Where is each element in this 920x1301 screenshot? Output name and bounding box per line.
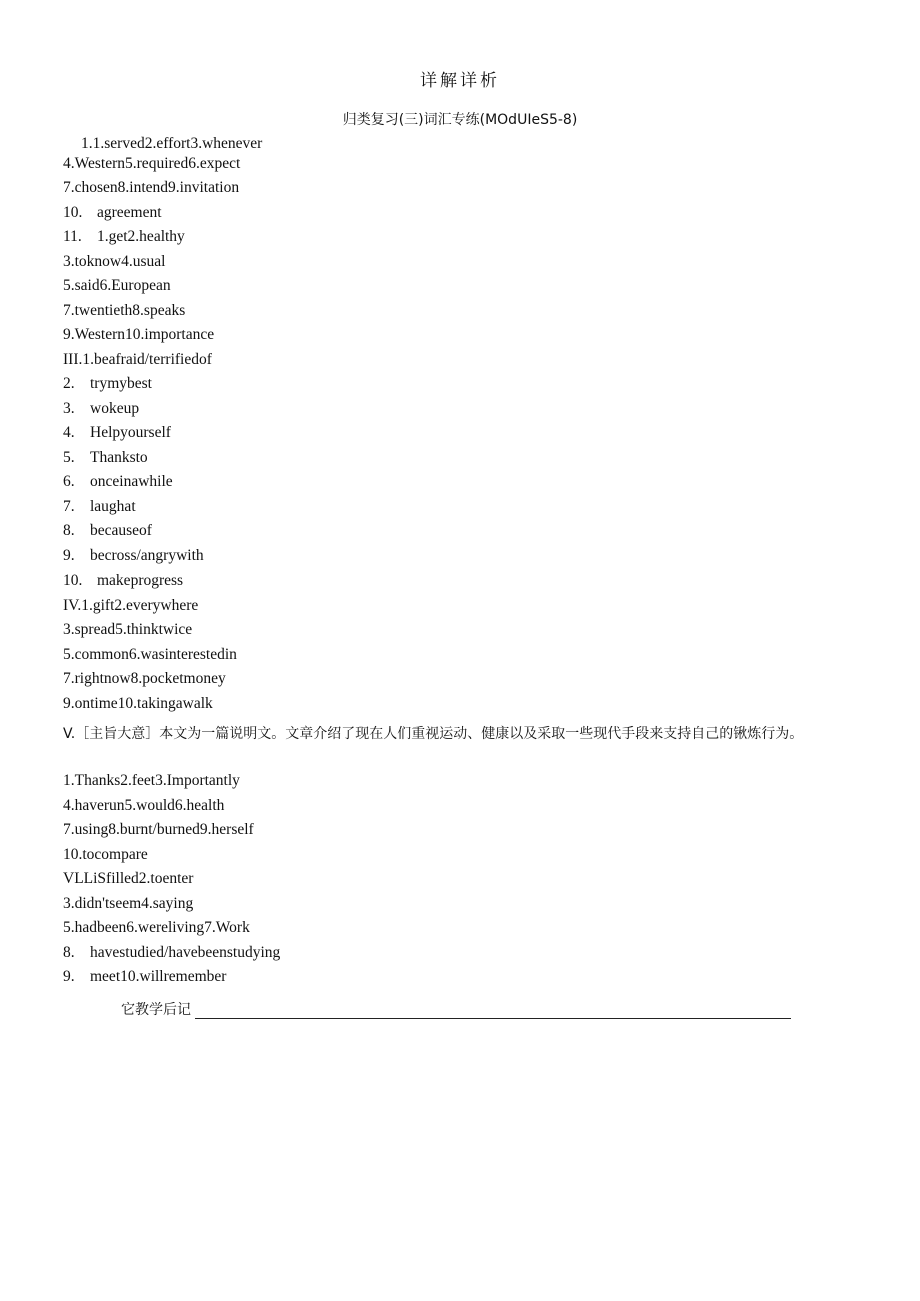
answer-line: 7.chosen8.intend9.invitation xyxy=(63,179,240,196)
answer-line xyxy=(63,943,280,963)
answer-text: makeprogress xyxy=(97,572,184,589)
answer-line: 5.said6.European xyxy=(63,277,171,294)
answer-line: 9.Western10.importance xyxy=(63,326,215,343)
answer-line xyxy=(63,423,171,443)
answer-line: 3.toknow4.usual xyxy=(63,253,166,270)
item-number: 7. xyxy=(63,498,75,515)
answer-line: 3.didn'tseem4.saying xyxy=(63,895,194,912)
answer-text: Thanksto xyxy=(90,449,148,466)
answer-line: 1.1.served2.effort3.whenever xyxy=(81,135,263,152)
item-number: 9. xyxy=(63,547,75,564)
answer-line xyxy=(63,203,162,223)
item-number: 4. xyxy=(63,424,75,441)
answer-line xyxy=(63,448,148,468)
item-number: 10. xyxy=(63,204,83,221)
answer-line: 3.spread5.thinktwice xyxy=(63,621,193,638)
answer-line: 4.haverun5.would6.health xyxy=(63,797,225,814)
item-number: 10. xyxy=(63,572,83,589)
section-v-summary: V.［主旨大意］本文为一篇说明文。文章介绍了现在人们重视运动、健康以及采取一些现代手段来支持自己的锹炼行为。 xyxy=(63,726,804,742)
item-number: 9. xyxy=(63,968,75,985)
answer-line xyxy=(63,967,226,987)
answer-text: wokeup xyxy=(90,400,140,417)
answer-text: meet10.willremember xyxy=(90,968,227,985)
item-number: 5. xyxy=(63,449,75,466)
answer-line: 5.hadbeen6.wereliving7.Work xyxy=(63,919,250,936)
answer-text: havestudied/havebeenstudying xyxy=(90,944,281,961)
item-number: 3. xyxy=(63,400,75,417)
teaching-notes-label: 它教学后记 xyxy=(121,1002,191,1018)
answer-line: 4.Western5.required6.expect xyxy=(63,155,241,172)
answer-text: agreement xyxy=(97,204,162,221)
answer-line: 7.twentieth8.speaks xyxy=(63,302,186,319)
answer-line: 9.ontime10.takingawalk xyxy=(63,695,213,712)
answer-line xyxy=(63,497,136,517)
answer-text: becauseof xyxy=(90,522,152,539)
item-number: 8. xyxy=(63,522,75,539)
answer-text: becross/angrywith xyxy=(90,547,204,564)
answer-line xyxy=(63,227,185,247)
answer-text: 1.get2.healthy xyxy=(97,228,185,245)
answer-line xyxy=(63,521,152,541)
page-subtitle: 归类复习(三)词汇专练(MOdUIeS5-8) xyxy=(342,112,578,128)
answer-line: 7.rightnow8.pocketmoney xyxy=(63,670,226,687)
teaching-notes xyxy=(121,999,791,1019)
answer-line xyxy=(63,546,204,566)
item-number: 2. xyxy=(63,375,75,392)
answer-line: 1.Thanks2.feet3.Importantly xyxy=(63,772,240,789)
answer-line: IV.1.gift2.everywhere xyxy=(63,597,199,614)
answer-line: III.1.beafraid/terrifiedof xyxy=(63,351,212,368)
answer-text: laughat xyxy=(90,498,136,515)
answer-line: 7.using8.burnt/burned9.herself xyxy=(63,821,254,838)
teaching-notes-blank xyxy=(195,1002,791,1019)
answer-line xyxy=(63,374,152,394)
answer-text: onceinawhile xyxy=(90,473,173,490)
answer-line xyxy=(63,399,139,419)
answer-line: 5.common6.wasinterestedin xyxy=(63,646,237,663)
answer-line: 10.tocompare xyxy=(63,846,148,863)
item-number: 11. xyxy=(63,228,82,245)
answer-text: trymybest xyxy=(90,375,152,392)
answer-line xyxy=(63,571,183,591)
item-number: 8. xyxy=(63,944,75,961)
page-title: 详解详析 xyxy=(420,71,500,91)
answer-line xyxy=(63,472,173,492)
answer-line: VLLiSfilled2.toenter xyxy=(63,870,194,887)
answer-text: Helpyourself xyxy=(90,424,171,441)
item-number: 6. xyxy=(63,473,75,490)
